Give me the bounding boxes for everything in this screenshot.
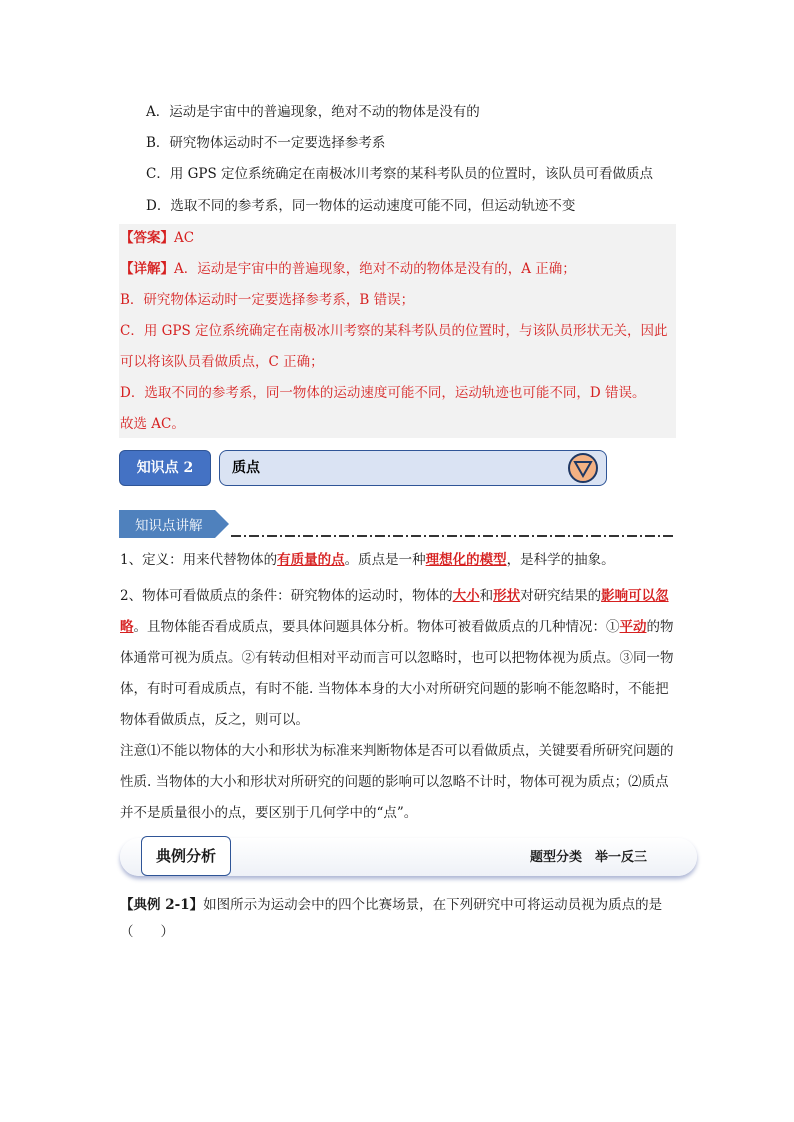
definition-paragraph bbox=[120, 550, 676, 570]
answer-label: 【答案】 bbox=[120, 230, 174, 246]
option-a: A．运动是宇宙中的普遍现象，绝对不动的物体是没有的 bbox=[146, 104, 480, 120]
answer-line bbox=[120, 228, 194, 248]
detail-text-a: A．运动是宇宙中的普遍现象，绝对不动的物体是没有的，A 正确； bbox=[174, 261, 576, 277]
highlight-size: 大小 bbox=[452, 588, 480, 604]
detail-line-c2: 可以将该队员看做质点，C 正确； bbox=[120, 354, 324, 370]
triangle-down-icon bbox=[568, 453, 598, 483]
definition-text-2: 。质点是一种 bbox=[344, 552, 426, 568]
example-label: 【典例 2-1】 bbox=[120, 897, 204, 913]
note-paragraph: 注意⑴不能以物体的大小和形状为标准来判断物体是否可以看做质点，关键要看所研究问题的性质. 当物体的大小和形状对所研究的问题的影响可以忽略不计时，物体可视为质点；⑵质点并不是质量很小的点，要区别于几何学中的“点”。 bbox=[120, 743, 674, 821]
example-question bbox=[120, 890, 676, 921]
conditions-text-5: 的物体通常可视为质点。②有转动但相对平动而言可以忽略时，也可以把物体视为质点。③同一物体，有时可看成质点，有时不能. 当物体本身的大小对所研究问题的影响不能忽略时，不能把物体看做质点，反之，则可以。 bbox=[120, 619, 674, 728]
knowledge-point-label: 知识点 2 bbox=[119, 450, 211, 486]
conditions-text-3: 对研究结果的 bbox=[520, 588, 602, 604]
conditions-paragraph bbox=[120, 581, 676, 736]
detail-line-c1: C．用 GPS 定位系统确定在南极冰川考察的某科考队员的位置时，与该队员形状无关，因此 bbox=[120, 323, 668, 339]
explanation-tag-label: 知识点讲解 bbox=[135, 518, 203, 534]
detail-label: 【详解】 bbox=[120, 261, 174, 277]
definition-text: 1、定义：用来代替物体的 bbox=[120, 552, 278, 568]
knowledge-point-title: 质点 bbox=[232, 460, 260, 476]
highlight-shape: 形状 bbox=[493, 588, 521, 604]
highlight-negligible-2: 忽略 bbox=[120, 588, 669, 635]
highlight-translation: 平动 bbox=[619, 619, 647, 635]
option-b: B．研究物体运动时不一定要选择参考系 bbox=[146, 135, 386, 151]
highlight-ideal-model: 理想化的模型 bbox=[425, 552, 507, 568]
conditions-text: 2、物体可看做质点的条件：研究物体的运动时，物体的 bbox=[120, 588, 453, 604]
answer-value: AC bbox=[174, 230, 195, 246]
option-d: D．选取不同的参考系，同一物体的运动速度可能不同，但运动轨迹不变 bbox=[146, 198, 576, 214]
conditions-text-4: 。且物体能否看成质点，要具体问题具体分析。物体可被看做质点的几种情况：① bbox=[133, 619, 620, 635]
explanation-tag bbox=[119, 508, 679, 544]
definition-text-3: ，是科学的抽象。 bbox=[506, 552, 615, 568]
highlight-negligible: 影响可以 bbox=[601, 588, 656, 604]
typical-example-tag: 典例分析 bbox=[141, 836, 231, 876]
typical-example-subtitle: 题型分类 举一反三 bbox=[530, 850, 648, 865]
highlight-mass-point: 有质量的点 bbox=[277, 552, 345, 568]
conditions-text-2: 和 bbox=[479, 588, 494, 604]
detail-line-d: D．选取不同的参考系，同一物体的运动速度可能不同，运动轨迹也可能不同，D 错误。 bbox=[120, 385, 646, 401]
detail-line-conclusion: 故选 AC。 bbox=[120, 416, 185, 432]
knowledge-point-bar bbox=[219, 450, 607, 486]
example-parentheses: （ ） bbox=[120, 924, 174, 940]
option-c: C．用 GPS 定位系统确定在南极冰川考察的某科考队员的位置时，该队员可看做质点 bbox=[146, 166, 654, 182]
detail-line-b: B．研究物体运动时一定要选择参考系，B 错误； bbox=[120, 292, 415, 308]
example-text: 如图所示为运动会中的四个比赛场景，在下列研究中可将运动员视为质点的是 bbox=[203, 897, 663, 913]
detail-line-1 bbox=[120, 259, 576, 279]
